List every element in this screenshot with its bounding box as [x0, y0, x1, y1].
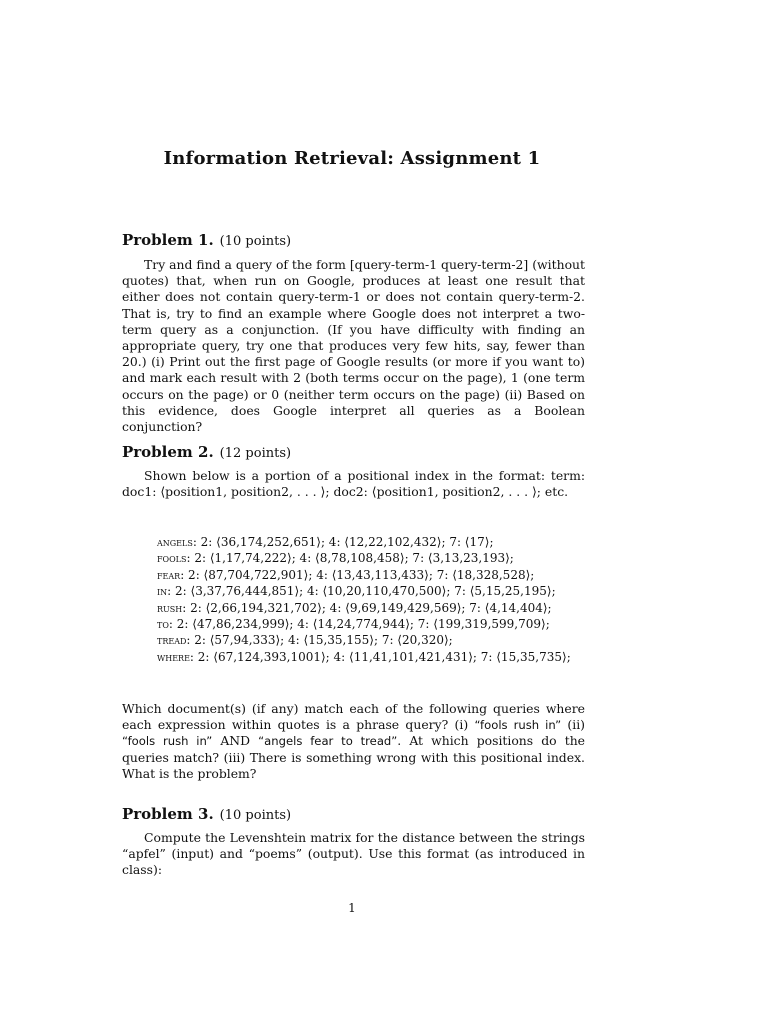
index-term: to: [157, 617, 169, 632]
index-entry-to: [157, 616, 571, 632]
problem-1-heading: [122, 231, 291, 249]
index-term: where: [157, 649, 190, 664]
index-term: tread: [157, 633, 187, 648]
index-entry-rush: [157, 600, 571, 616]
problem-1-number: Problem 1.: [122, 231, 214, 249]
index-postings: : 2: ⟨67,124,393,1001⟩; 4: ⟨11,41,101,421,431⟩; 7: ⟨15,35,735⟩;: [189, 649, 571, 664]
problem-2-heading: [122, 443, 291, 461]
index-term: fools: [157, 551, 187, 566]
index-entry-in: [157, 583, 571, 599]
page-number: 1: [348, 901, 356, 915]
index-entry-fools: [157, 550, 571, 566]
question-text: Which document(s) (if any) match each of the following queries where each expression within quotes is a phrase query? (i): [122, 701, 585, 733]
index-term: rush: [157, 600, 183, 615]
index-entry-fear: [157, 567, 571, 583]
question-text: (ii): [561, 717, 585, 733]
index-postings: : 2: ⟨87,704,722,901⟩; 4: ⟨13,43,113,433⟩; 7: ⟨18,328,528⟩;: [180, 567, 535, 582]
index-postings: : 2: ⟨47,86,234,999⟩; 4: ⟨14,24,774,944⟩; 7: ⟨199,319,599,709⟩;: [168, 617, 550, 632]
index-term: angels: [157, 535, 193, 549]
problem-3-text-block: [122, 830, 585, 879]
positional-index: [157, 534, 571, 665]
question-text: . At which positions do the queries match? (iii) There is something wrong with this positional index. What is the problem?: [122, 733, 586, 781]
document-title: Information Retrieval: Assignment 1: [163, 148, 541, 169]
problem-3-points: (10 points): [219, 808, 292, 823]
index-entry-tread: [157, 632, 571, 648]
problem-1-points: (10 points): [219, 234, 292, 249]
phrase-query: “fools rush in”: [122, 734, 213, 749]
index-entry-angels: [157, 534, 571, 550]
problem-2-intro: Shown below is a portion of a positional index in the format: term: doc1: ⟨position1, position2, . . . ⟩; doc2: ⟨position1, position2, . . . ⟩; etc.: [122, 468, 585, 500]
problem-2-intro-block: [122, 468, 585, 500]
index-postings: : 2: ⟨2,66,194,321,702⟩; 4: ⟨9,69,149,429,569⟩; 7: ⟨4,14,404⟩;: [182, 600, 552, 615]
index-postings: : 2: ⟨57,94,333⟩; 4: ⟨15,35,155⟩; 7: ⟨20,320⟩;: [186, 633, 453, 648]
problem-3-number: Problem 3.: [122, 805, 214, 823]
problem-1-text: Try and find a query of the form [query-term-1 query-term-2] (without quotes) that, when run on Google, produces at least one result that either does not contain query-term-1 or does not contain query-term-2. That is, try to find an example where Google does not interpret a two-term query as a conjunction. (If you have difficulty with finding an appropriate query, try one that produces very few hits, say, fewer than 20.) (i) Print out the first page of Google results (or more if you want to) and mark each result with 2 (both terms occur on the page), 1 (one term occurs on the page) or 0 (neither term occurs on the page) (ii) Based on this evidence, does Google interpret all queries as a Boolean conjunction?: [122, 257, 585, 435]
index-entry-where: [157, 649, 571, 665]
boolean-operator: AND: [212, 733, 259, 749]
index-postings: : 2: ⟨1,17,74,222⟩; 4: ⟨8,78,108,458⟩; 7: ⟨3,13,23,193⟩;: [186, 551, 514, 566]
problem-2-questions: [122, 701, 585, 782]
index-term: fear: [157, 567, 181, 582]
problem-3-heading: [122, 805, 291, 823]
index-postings: : 2: ⟨3,37,76,444,851⟩; 4: ⟨10,20,110,470,500⟩; 7: ⟨5,15,25,195⟩;: [167, 584, 556, 599]
problem-2-number: Problem 2.: [122, 443, 214, 461]
problem-3-text: Compute the Levenshtein matrix for the distance between the strings “apfel” (input) and “poems” (output). Use this format (as introduced in class):: [122, 830, 585, 878]
index-postings: : 2: ⟨36,174,252,651⟩; 4: ⟨12,22,102,432⟩; 7: ⟨17⟩;: [192, 535, 494, 549]
problem-1-text-block: [122, 257, 585, 435]
problem-2-points: (12 points): [219, 446, 292, 461]
phrase-query: “fools rush in”: [474, 718, 562, 733]
phrase-query: “angels fear to tread”: [258, 734, 398, 749]
index-term: in: [157, 584, 168, 599]
